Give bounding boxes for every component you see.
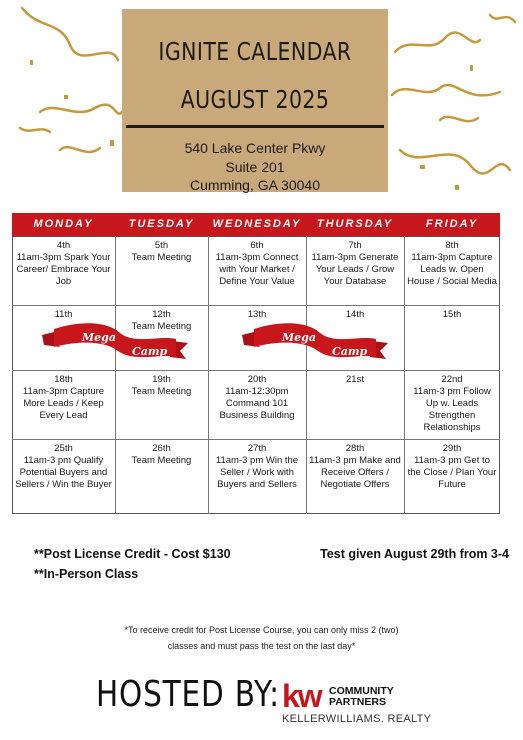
calendar-cell (118, 240, 205, 264)
cell-event: Team Meeting (131, 252, 192, 263)
calendar-cell (118, 374, 205, 398)
footnote (60, 622, 463, 654)
in-person-class: **In-Person Class (34, 567, 139, 581)
cell-event: 11am-3 pm Make and Receive Offers / Negotiate Offers (309, 455, 401, 490)
cell-date: 28th (345, 443, 365, 454)
calendar-cell (407, 443, 497, 491)
cell-date: 26th (152, 443, 171, 454)
cell-date: 13th (247, 309, 267, 320)
calendar-cell (407, 240, 497, 288)
address-line-1: 540 Lake Center Pkwy (184, 140, 326, 156)
cell-date: 18th (54, 374, 73, 385)
cell-date: 7th (348, 240, 362, 251)
cell-date: 5th (154, 240, 169, 251)
cell-date: 19th (152, 374, 171, 385)
kw-logo (282, 678, 321, 715)
calendar-cell (211, 240, 303, 288)
calendar-cell (407, 309, 497, 321)
calendar-cell (15, 443, 112, 491)
test-note: Test given August 29th from 3-4 (320, 547, 509, 561)
banner-word-camp: Camp (132, 345, 168, 358)
cell-date: 25th (54, 443, 73, 454)
row-divider (12, 439, 500, 440)
kw-logo-letters: kw (282, 678, 321, 714)
kw-logo-line-1: COMMUNITY (329, 685, 394, 697)
cell-date: 14th (345, 309, 365, 320)
cell-date: 4th (56, 240, 71, 251)
cell-date: 15th (442, 309, 462, 320)
header-divider (126, 125, 384, 128)
cell-event: 11am-3pm Spark Your Career/ Embrace Your Job (16, 252, 111, 287)
kw-logo-line-2: PARTNERS (329, 696, 386, 708)
calendar-title: IGNITE CALENDAR (158, 37, 352, 66)
address-line-2: Suite 201 (225, 159, 285, 175)
cell-date: 6th (250, 240, 264, 251)
calendar-cell (118, 443, 205, 467)
row-divider (12, 370, 500, 371)
banner-word-mega: Mega (282, 331, 316, 344)
cell-event: 11am-3 pm Follow Up w. Leads Strengthen Relationships (413, 386, 491, 433)
kw-logo-text (329, 686, 394, 708)
cell-date: 21st (346, 374, 364, 385)
cell-event: Team Meeting (131, 321, 192, 332)
calendar-cell (309, 240, 401, 288)
cell-event: 11am-3pm Capture More Leads / Keep Every Lead (22, 386, 105, 421)
day-header-wednesday: WEDNESDAY (208, 213, 306, 236)
calendar-cell (15, 240, 112, 288)
cell-event: 11am-3pm Connect with Your Market / Define Your Value (215, 252, 299, 287)
post-license-credit: **Post License Credit - Cost $130 (34, 547, 231, 561)
calendar-cell (15, 309, 112, 321)
calendar-month: AUGUST 2025 (180, 85, 330, 114)
calendar-cell (211, 309, 303, 321)
cell-event: Team Meeting (131, 386, 192, 397)
day-header-monday: MONDAY (12, 213, 115, 236)
calendar-cell (211, 443, 303, 491)
cell-event: 11am-3pm Capture Leads w. Open House / Social Media (407, 252, 497, 287)
column-divider (404, 236, 405, 514)
footnote-line-1: *To receive credit for Post License Course, you can only miss 2 (two) (124, 625, 399, 635)
cell-date: 29th (442, 443, 462, 454)
mega-camp-banner (40, 321, 190, 363)
column-divider (208, 236, 209, 514)
column-divider (306, 236, 307, 514)
cell-event: 11am-3 pm Win the Seller / Work with Buyers and Sellers (215, 455, 299, 490)
calendar-cell (407, 374, 497, 434)
cell-event: 11am-3 pm Get to the Close / Plan Your Future (407, 455, 497, 490)
cell-date: 27th (247, 443, 267, 454)
cell-event: Team Meeting (131, 455, 192, 466)
row-divider (12, 305, 500, 306)
calendar-cell (211, 374, 303, 422)
footnote-line-2: classes and must pass the test on the last day* (167, 641, 356, 651)
calendar-cell (309, 443, 401, 491)
cell-event: 11am-12:30pm Command 101 Business Building (219, 386, 295, 421)
cell-event: 11am-3pm Generate Your Leads / Grow Your Database (311, 252, 399, 287)
column-divider (115, 236, 116, 514)
day-header-thursday: THURSDAY (306, 213, 404, 236)
cell-date: 22nd (441, 374, 463, 385)
cell-date: 12th (152, 309, 171, 320)
kw-brand-name: KELLERWILLIAMS. REALTY (282, 713, 432, 725)
day-header-tuesday: TUESDAY (115, 213, 208, 236)
address-line-3: Cumming, GA 30040 (190, 177, 320, 193)
hosted-by-label: HOSTED BY: (96, 674, 280, 715)
day-header-friday: FRIDAY (404, 213, 500, 236)
mega-camp-banner (240, 321, 390, 363)
cell-date: 11th (54, 309, 73, 320)
header-card (122, 9, 388, 192)
calendar-cell (309, 309, 401, 321)
calendar-cell (15, 374, 112, 422)
calendar-cell (309, 374, 401, 386)
banner-word-mega: Mega (82, 331, 116, 344)
cell-event: 11am-3 pm Qualify Potential Buyers and Sellers / Win the Buyer (15, 455, 112, 490)
cell-date: 20th (247, 374, 267, 385)
banner-word-camp: Camp (332, 345, 368, 358)
cell-date: 8th (445, 240, 459, 251)
